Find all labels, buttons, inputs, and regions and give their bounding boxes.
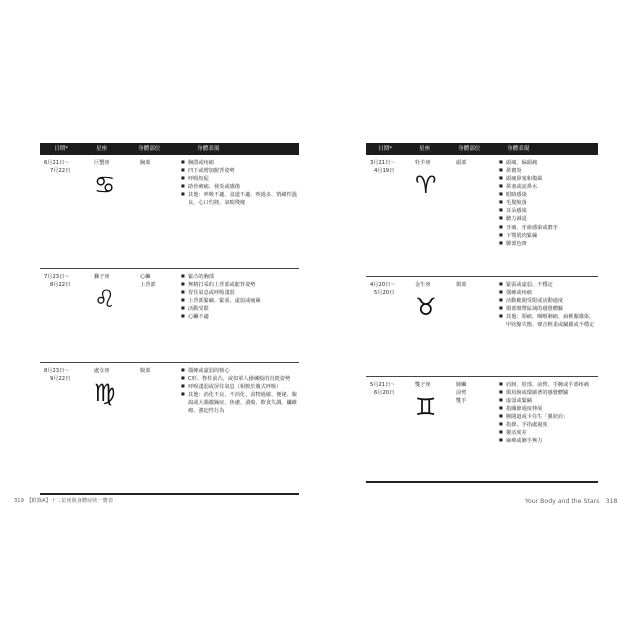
body-part: 胸部	[128, 155, 177, 268]
symptom-list	[499, 381, 596, 446]
symptom-item: ■ 緊張或虛弱、不穩定	[499, 281, 596, 289]
symptom-list	[181, 159, 297, 207]
header-symptoms: 身體表現	[495, 143, 598, 155]
left-footer: 319 【附錄A】十二星座與身體症狀一覽表	[14, 498, 114, 504]
header-date: 日期*	[366, 143, 405, 155]
symptoms-cell	[177, 155, 299, 268]
symptom-item: ■ 活動範圍受限或活動過度	[499, 297, 596, 305]
date-range	[366, 376, 405, 482]
date-range	[40, 268, 84, 362]
date-range	[40, 362, 84, 494]
date-start: 6月21日～	[44, 160, 70, 166]
right-footer: Your Body and the Stars 318	[525, 498, 618, 505]
date-end: 9月22日	[50, 375, 71, 382]
header-body-part: 身體部位	[450, 143, 495, 155]
date-range	[366, 155, 405, 276]
sign-name: 獅子座	[94, 273, 110, 280]
body-part: 心臟 上背部	[128, 268, 177, 362]
sign-cell	[405, 276, 450, 376]
cancer-icon: ♋	[94, 171, 116, 200]
header-date: 日期*	[40, 143, 84, 155]
body-part: 肺臟 前臂 雙手	[450, 376, 495, 482]
symptom-item: ■ 毛髮脫落	[499, 199, 596, 207]
date-end: 8月22日	[50, 281, 71, 288]
symptom-item: ■ 頭痛鼻塞和傷風	[499, 175, 596, 183]
taurus-icon: ♉	[415, 292, 437, 321]
table-header	[40, 143, 299, 155]
sign-cell	[405, 376, 450, 482]
gemini-icon: ♊	[415, 392, 437, 421]
symptom-item: ■ 凹下或增加駝背姿勢	[181, 167, 297, 175]
symptom-item: ■ 緊凸的胸部	[181, 273, 297, 281]
symptom-item: ■ 頭痛、偏頭痛	[499, 159, 596, 167]
symptom-item: ■ 頸部聲帶區域的感覺體驗	[499, 305, 596, 313]
symptom-item: ■ 頸肩膀或環繞著的感覺體驗	[499, 389, 596, 397]
symptom-item: ■ 僵硬或虛弱的核心	[181, 367, 297, 375]
symptoms-cell	[495, 376, 598, 482]
header-sign: 星座	[84, 143, 128, 155]
left-page	[40, 143, 299, 495]
symptoms-cell	[177, 268, 299, 362]
symptoms-cell	[495, 155, 598, 276]
body-part: 頸部	[450, 276, 495, 376]
date-end: 4月19日	[374, 168, 395, 175]
symptom-item: ■ 聽力減退	[499, 215, 596, 223]
symptom-item: ■ 其他：頸痛、咽喉刺痛、扁桃腺感染、甲狀腺失衡、聲音輕柔或蹴麗或不穩定	[499, 313, 596, 329]
table-row	[40, 362, 299, 494]
table-row	[40, 268, 299, 362]
symptom-item: ■ 鼻塞或流鼻水	[499, 183, 596, 191]
sign-name: 牡羊座	[415, 160, 431, 166]
symptom-list	[499, 159, 596, 248]
date-end: 6月20日	[374, 389, 395, 396]
sign-cell	[84, 155, 128, 268]
sign-name: 巨蟹座	[94, 160, 110, 166]
table-header	[366, 143, 598, 155]
date-end: 7月22日	[50, 168, 71, 175]
sign-name: 雙子座	[415, 381, 431, 388]
leo-icon: ♌	[94, 284, 116, 313]
symptom-item: ■ C形、脊柱前凸，或如軍人操練般的直挺姿勢	[181, 375, 297, 383]
date-start: 3月21日～	[370, 160, 396, 166]
symptom-item: ■ 指節、手指處過度	[499, 421, 596, 429]
symptom-item: ■ 下顎肌肉緊繃	[499, 232, 596, 240]
table-row	[40, 155, 299, 268]
symptoms-cell	[495, 276, 598, 376]
date-end: 5月20日	[374, 289, 395, 296]
symptom-item: ■ 上背部緊繃、緊張、虛弱或疲累	[181, 297, 297, 305]
header-body-part: 身體部位	[128, 143, 177, 155]
sign-cell	[405, 155, 450, 276]
date-range	[40, 155, 84, 268]
date-start: 8月23日～	[44, 367, 70, 374]
date-range	[366, 276, 405, 376]
symptom-item: ■ 肩膀、肘部、前臂、手腕或手部疼痛	[499, 381, 596, 389]
symptom-item: ■ 牙痛、牙齒感染或磨牙	[499, 224, 596, 232]
symptom-item: ■ 耳朵感染	[499, 207, 596, 215]
table-row	[366, 376, 598, 482]
header-symptoms: 身體表現	[177, 143, 299, 155]
symptom-item: ■ 呼吸淺弱或屏住氣息（相較於腹式呼吸）	[181, 383, 297, 391]
symptom-list	[181, 273, 297, 321]
symptom-item: ■ 其他：消化不良、不消化、食物過敏、便祕、腹瀉或大腸激躁症、焦慮、潰瘍、飲食失調、纖維瘤、強迫性行為	[181, 391, 297, 415]
symptom-item: ■ 心臟不適	[181, 313, 297, 321]
header-sign: 星座	[405, 143, 450, 155]
date-start: 5月21日～	[370, 381, 396, 388]
symptom-item: ■ 臉部色斑	[499, 240, 596, 248]
sign-cell	[84, 362, 128, 494]
symptom-item: ■ 麻痺或漸手無力	[499, 437, 596, 445]
body-part: 頭部	[450, 155, 495, 276]
symptom-item: ■ 胸悶或疼痛	[181, 159, 297, 167]
table-row	[366, 276, 598, 376]
symptom-item: ■ 眼睛感染	[499, 191, 596, 199]
aries-icon: ♈	[415, 171, 437, 200]
symptom-item: ■ 腕隧道或卡住生「翼狀肩」	[499, 413, 596, 421]
symptom-item: ■ 僵硬或疼痛	[499, 289, 596, 297]
date-start: 7月23日～	[44, 273, 70, 280]
zodiac-table-left	[40, 143, 299, 495]
symptom-item: ■ 活動受限	[181, 305, 297, 313]
symptom-list	[181, 367, 297, 415]
symptom-item: ■ 其他：呼吸不適、食道不適、咳過多、情緒性溫良、心口灼熱、氣喘殘塊	[181, 191, 297, 207]
symptom-item: ■ 靈活度差	[499, 429, 596, 437]
virgo-icon: ♍	[94, 378, 116, 407]
sign-cell	[84, 268, 128, 362]
symptom-item: ■ 胃住氣息或呼吸淺弱	[181, 289, 297, 297]
symptom-item: ■ 虛弱或緊繃	[499, 397, 596, 405]
symptom-item: ■ 指關節過度伸展	[499, 405, 596, 413]
symptom-list	[499, 281, 596, 329]
date-start: 4月20日～	[370, 281, 396, 288]
sign-name: 處女座	[94, 367, 110, 374]
table-row	[366, 155, 598, 276]
body-part: 腹部	[128, 362, 177, 494]
right-page	[366, 143, 598, 483]
symptom-item: ■ 助骨刺痛、發炎或感傷	[181, 183, 297, 191]
zodiac-table-right	[366, 143, 598, 483]
symptoms-cell	[177, 362, 299, 494]
sign-name: 金牛座	[415, 281, 431, 288]
symptom-item: ■ 呼吸短促	[181, 175, 297, 183]
symptom-item: ■ 無精打采的上背部或駝背姿勢	[181, 281, 297, 289]
symptom-item: ■ 鼻竇炎	[499, 167, 596, 175]
